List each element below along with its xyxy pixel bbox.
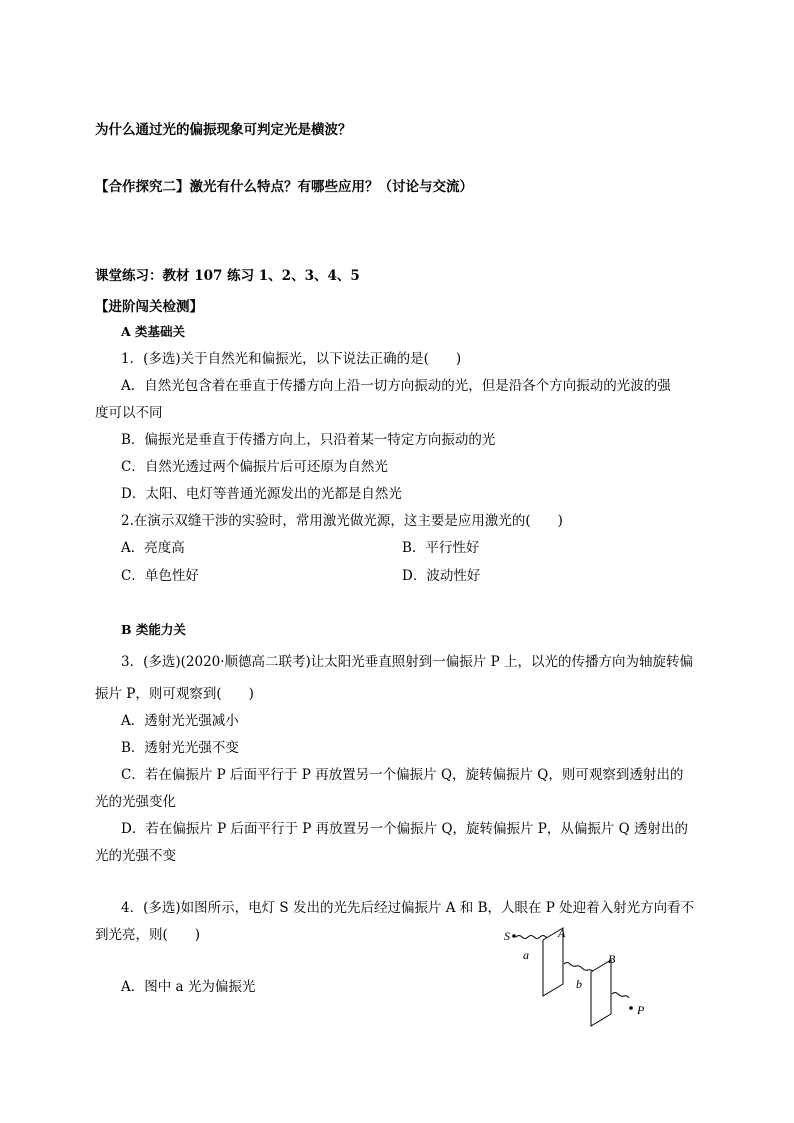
- q1-option-c: C．自然光透过两个偏振片后可还原为自然光: [121, 459, 388, 475]
- q1-option-b: B．偏振光是垂直于传播方向上，只沿着某一特定方向振动的光: [121, 432, 496, 448]
- polarizer-b: [591, 960, 611, 1026]
- label-p: P: [637, 1003, 645, 1017]
- q3-option-c-line1: C．若在偏振片 P 后面平行于 P 再放置另一个偏振片 Q，旋转偏振片 Q，则可观察到透射出的: [121, 767, 684, 783]
- q1-stem: 1．(多选)关于自然光和偏振光，以下说法正确的是( ): [121, 351, 462, 367]
- lamp-s-dot: [512, 934, 516, 938]
- q1-option-a-line1: A．自然光包含着在垂直于传播方向上沿一切方向振动的光，但是沿各个方向振动的光波的强: [121, 378, 671, 394]
- q1-option-d: D．太阳、电灯等普通光源发出的光都是自然光: [121, 486, 402, 502]
- test-heading: 【进阶闯关检测】: [95, 299, 203, 315]
- q3-option-b: B．透射光光强不变: [121, 740, 239, 756]
- level-a-heading: A 类基础关: [121, 324, 186, 339]
- q3-option-a: A．透射光光强减小: [121, 713, 239, 729]
- light-ray-to-p: [612, 993, 629, 999]
- label-polarizer-a: A: [558, 926, 566, 940]
- cooperative-exploration-2: 【合作探究二】激光有什么特点？有哪些应用？（讨论与交流）: [95, 179, 473, 195]
- q3-option-c-line2: 光的光强变化: [95, 794, 176, 810]
- q2-option-a: A．亮度高: [121, 540, 185, 556]
- label-a-ray: a: [523, 948, 529, 962]
- q1-option-a-line2: 度可以不同: [95, 405, 163, 421]
- q3-option-d-line1: D．若在偏振片 P 后面平行于 P 再放置另一个偏振片 Q，旋转偏振片 P，从偏振片 Q 透射出的: [121, 821, 689, 837]
- q3-stem-line2: 振片 P，则可观察到( ): [95, 686, 254, 702]
- label-s: S: [504, 929, 510, 943]
- polarizer-diagram: [496, 924, 654, 1028]
- level-b-heading: B 类能力关: [121, 622, 186, 637]
- q3-stem-line1: 3．(多选)(2020·顺德高二联考)让太阳光垂直照射到一偏振片 P 上，以光的传播方向为轴旋转偏: [121, 654, 693, 670]
- question-transverse-wave: 为什么通过光的偏振现象可判定光是横波？: [95, 122, 352, 138]
- q4-stem-line2: 到光亮，则( ): [95, 927, 201, 943]
- q2-stem: 2.在演示双缝干涉的实验时，常用激光做光源，这主要是应用激光的( ): [121, 513, 563, 529]
- q4-stem-line1: 4．(多选)如图所示，电灯 S 发出的光先后经过偏振片 A 和 B，人眼在 P 处迎着入射光方向看不: [121, 900, 695, 916]
- q2-option-b: B．平行性好: [402, 540, 480, 556]
- q2-option-d: D．波动性好: [402, 568, 481, 584]
- class-practice: 课堂练习：教材 107 练习 1、2、3、4、5: [95, 268, 360, 284]
- q4-option-a: A．图中 a 光为偏振光: [121, 979, 256, 995]
- q3-option-d-line2: 光的光强不变: [95, 848, 176, 864]
- label-polarizer-b: B: [608, 952, 616, 966]
- label-b-ray: b: [576, 977, 582, 991]
- eye-p-dot: [629, 1006, 633, 1010]
- q2-option-c: C．单色性好: [121, 568, 199, 584]
